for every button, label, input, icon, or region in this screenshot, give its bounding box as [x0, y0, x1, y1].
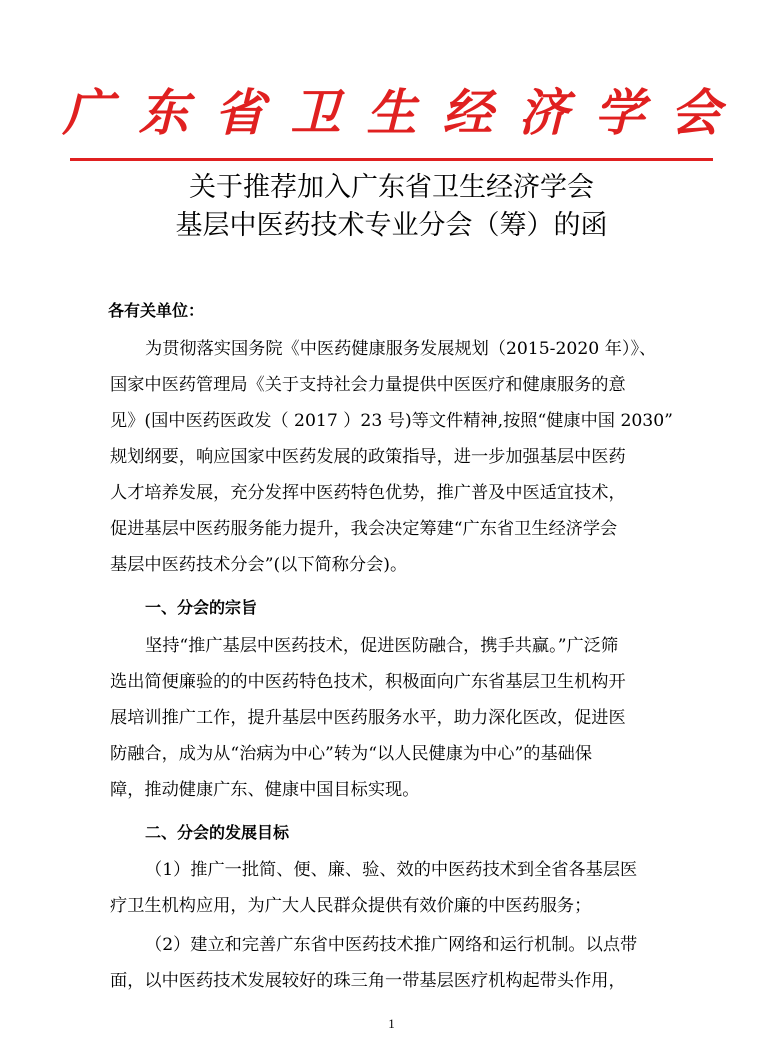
paragraph-line: 疗卫生机构应用，为广大人民群众提供有效价廉的中医药服务； — [110, 896, 592, 916]
paragraph-line: 规划纲要，响应国家中医药发展的政策指导，进一步加强基层中医药 — [110, 447, 626, 467]
page-number: 1 — [388, 1016, 395, 1031]
paragraph-line: 国家中医药管理局《关于支持社会力量提供中医医疗和健康服务的意 — [110, 375, 626, 395]
section-heading-purpose: 一、分会的宗旨 — [145, 598, 258, 617]
paragraph-line: （1）推广一批简、便、廉、验、效的中医药技术到全省各基层医 — [145, 860, 638, 880]
document-title-line-2: 基层中医药技术专业分会（筹）的函 — [175, 210, 608, 241]
section-heading-goals: 二、分会的发展目标 — [145, 823, 290, 842]
paragraph-line: 面，以中医药技术发展较好的珠三角一带基层医疗机构起带头作用， — [110, 971, 626, 991]
letterhead-divider — [70, 158, 713, 161]
paragraph-line: 见》(国中医药医政发（ 2017 ）23 号)等文件精神,按照“健康中国 2030” — [110, 411, 673, 431]
organization-letterhead: 广东省卫生经济学会 — [62, 83, 747, 142]
paragraph-line: 基层中医药技术分会”(以下简称分会)。 — [110, 555, 408, 575]
paragraph-line: 防融合，成为从“治病为中心”转为“以人民健康为中心”的基础保 — [110, 744, 593, 764]
paragraph-line: 展培训推广工作，提升基层中医药服务水平，助力深化医改，促进医 — [110, 708, 626, 728]
salutation: 各有关单位： — [108, 301, 205, 320]
paragraph-line: （2）建立和完善广东省中医药技术推广网络和运行机制。以点带 — [145, 935, 638, 955]
paragraph-line: 障，推动健康广东、健康中国目标实现。 — [110, 780, 420, 800]
paragraph-line: 坚持“推广基层中医药技术，促进医防融合，携手共赢。”广泛筛 — [145, 636, 619, 656]
paragraph-line: 促进基层中医药服务能力提升，我会决定筹建“广东省卫生经济学会 — [110, 519, 618, 539]
paragraph-line: 人才培养发展，充分发挥中医药特色优势，推广普及中医适宜技术， — [110, 483, 626, 503]
paragraph-line: 为贯彻落实国务院《中医药健康服务发展规划（2015-2020 年）》、 — [145, 339, 657, 359]
document-title-line-1: 关于推荐加入广东省卫生经济学会 — [189, 172, 594, 203]
paragraph-line: 选出简便廉验的的中医药特色技术，积极面向广东省基层卫生机构开 — [110, 672, 626, 692]
